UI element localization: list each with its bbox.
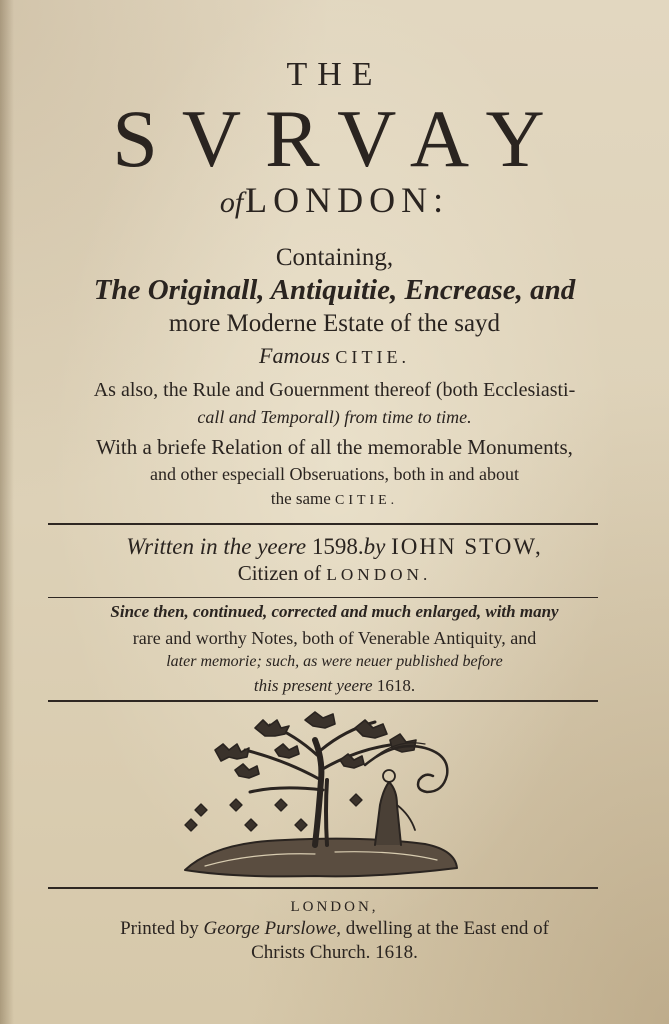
printer-dwelling: , dwelling at the East end of bbox=[336, 918, 549, 939]
tree-woodcut-icon bbox=[175, 710, 465, 880]
written-phrase: Written in the yeere bbox=[126, 534, 307, 559]
citizen-line bbox=[0, 563, 669, 584]
since-line: Since then, continued, corrected and much enlarged, with many bbox=[110, 602, 559, 621]
rare-line: rare and worthy Notes, both of Venerable Antiquity, and bbox=[132, 628, 537, 648]
same-citie-line bbox=[0, 490, 669, 508]
divider-rule-2 bbox=[48, 597, 598, 598]
heading-of: of bbox=[219, 186, 244, 219]
author-name: IOHN STOW, bbox=[391, 534, 543, 559]
citizen-phrase: Citizen of bbox=[237, 561, 322, 585]
present-year: 1618. bbox=[376, 676, 416, 695]
imprint-christs-line: Christs Church. 1618. bbox=[251, 942, 418, 963]
written-year: 1598. bbox=[311, 534, 364, 559]
same-citie-word: CITIE. bbox=[335, 493, 399, 508]
containing-line: Containing, bbox=[275, 244, 394, 271]
heading-survay: SVRVAY bbox=[112, 93, 569, 184]
call-line: call and Temporall) from time to time. bbox=[197, 407, 472, 427]
especiall-line: and other especiall Obseruations, both in and about bbox=[150, 464, 519, 484]
heading-the: THE bbox=[286, 56, 383, 93]
later-line: later memorie; such, as were neuer published before bbox=[166, 653, 503, 670]
citizen-london: LONDON. bbox=[326, 565, 432, 584]
briefe-line: With a briefe Relation of all the memorable Monuments, bbox=[96, 435, 573, 459]
famous-citie-line bbox=[0, 345, 669, 367]
heading-of-london bbox=[0, 182, 669, 218]
printer-name: George Purslowe bbox=[203, 918, 337, 939]
originall-line: The Originall, Antiquitie, Encrease, and bbox=[93, 274, 576, 306]
divider-rule-4 bbox=[48, 887, 598, 889]
imprint-place: LONDON, bbox=[290, 899, 379, 915]
present-year-line bbox=[0, 677, 669, 694]
divider-rule-1 bbox=[48, 523, 598, 525]
divider-rule-3 bbox=[48, 700, 598, 702]
citie-word: CITIE. bbox=[335, 347, 410, 367]
heading-london: LONDON: bbox=[245, 180, 450, 220]
same-word: the same bbox=[270, 489, 331, 508]
famous-word: Famous bbox=[259, 343, 330, 368]
written-line bbox=[0, 535, 669, 558]
moderne-line: more Moderne Estate of the sayd bbox=[168, 310, 501, 337]
written-by: by bbox=[363, 534, 386, 559]
rule-line: As also, the Rule and Gouernment thereof (both Ecclesiasti- bbox=[93, 379, 576, 401]
imprint-printed-line bbox=[0, 919, 669, 938]
printed-by: Printed by bbox=[120, 918, 199, 939]
present-phrase: this present yeere bbox=[253, 676, 373, 695]
